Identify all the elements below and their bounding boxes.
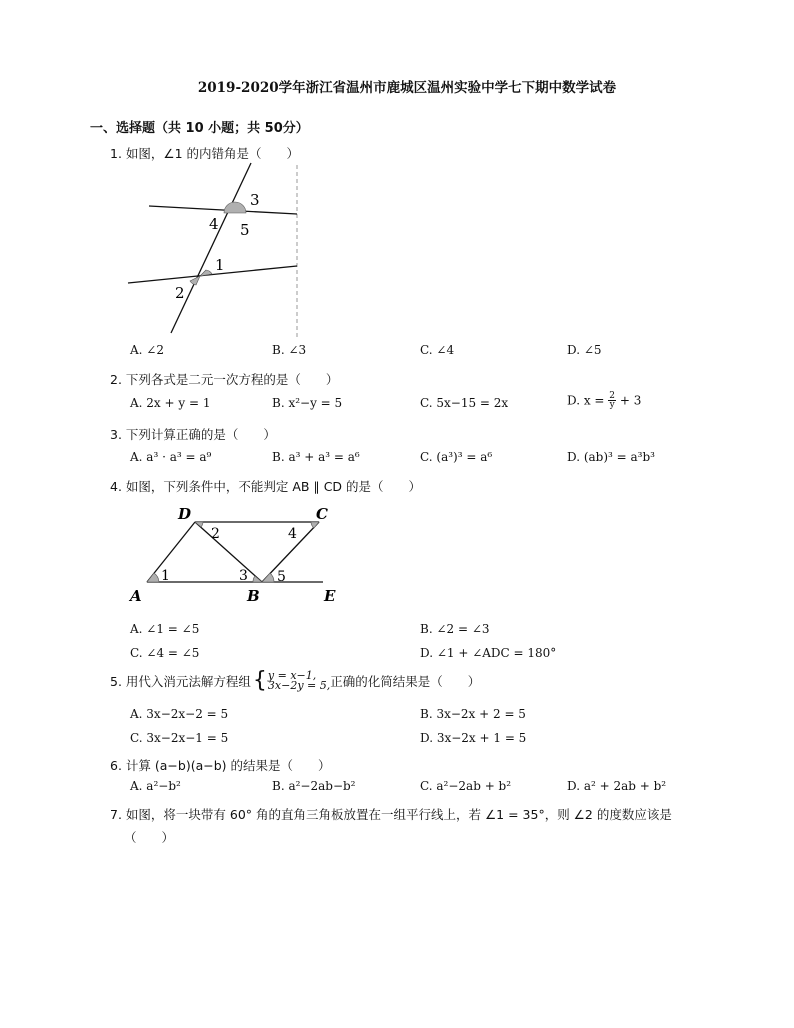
question-5-stem <box>110 670 480 692</box>
angle-label-3: 3 <box>250 191 260 209</box>
q5-option-b[interactable]: B. 3x−2x + 2 = 5 <box>420 707 526 721</box>
q6-option-a[interactable]: A. a²−b² <box>130 779 181 793</box>
q2-option-d-rhs: + 3 <box>619 393 642 408</box>
angle-5-mark <box>262 573 274 582</box>
angle-label-5: 5 <box>277 569 286 585</box>
q1-option-d[interactable]: D. ∠5 <box>567 343 602 357</box>
equation-1: y = x−1, <box>267 669 317 682</box>
angle-1-mark <box>147 573 159 582</box>
q3-option-b[interactable]: B. a³ + a³ = a⁶ <box>272 450 360 464</box>
fraction-denominator: y <box>609 400 615 410</box>
transversal-line <box>171 163 251 333</box>
q6-option-c[interactable]: C. a²−2ab + b² <box>420 779 512 793</box>
q3-option-c[interactable]: C. (a³)³ = a⁶ <box>420 450 493 464</box>
q3-option-a[interactable]: A. a³ · a³ = a⁹ <box>130 450 212 464</box>
q2-option-d-label: D. <box>567 393 581 408</box>
lower-line <box>128 266 297 283</box>
angle-label-4: 4 <box>209 215 219 233</box>
question-7-stem-continued: （ ） <box>124 830 175 845</box>
q5-stem-suffix: 正确的化简结果是（ ） <box>330 674 481 689</box>
angle-3-mark <box>253 576 262 582</box>
q5-option-a[interactable]: A. 3x−2x−2 = 5 <box>130 707 229 721</box>
question-1-stem: 1. 如图，∠1 的内错角是（ ） <box>110 146 300 161</box>
q2-option-c[interactable]: C. 5x−15 = 2x <box>420 396 509 410</box>
question-7-stem: 7. 如图，将一块带有 60° 角的直角三角板放置在一组平行线上，若 ∠1 = 35°，则 ∠2 的度数应该是 <box>110 807 672 822</box>
angle-label-3: 3 <box>239 568 248 584</box>
q4-option-c[interactable]: C. ∠4 = ∠5 <box>130 646 200 660</box>
q2-option-b[interactable]: B. x²−y = 5 <box>272 396 343 410</box>
fraction-numerator: 2 <box>609 391 616 401</box>
q6-option-b[interactable]: B. a²−2ab−b² <box>272 779 356 793</box>
question-3-stem: 3. 下列计算正确的是（ ） <box>110 427 276 442</box>
angle-label-1: 1 <box>215 256 225 274</box>
q5-option-d[interactable]: D. 3x−2x + 1 = 5 <box>420 731 527 745</box>
angle-3-mark <box>224 202 246 213</box>
upper-line <box>149 206 297 214</box>
q6-option-d[interactable]: D. a² + 2ab + b² <box>567 779 667 793</box>
point-label-A: A <box>130 587 142 605</box>
question-1-figure <box>120 160 310 340</box>
point-label-C: C <box>316 505 328 523</box>
q2-option-d-lhs: x = <box>583 393 609 408</box>
question-2-stem: 2. 下列各式是二元一次方程的是（ ） <box>110 372 339 387</box>
question-6-stem: 6. 计算 (a−b)(a−b) 的结果是（ ） <box>110 758 331 773</box>
equation-system <box>268 671 330 691</box>
point-label-E: E <box>324 587 336 605</box>
q2-option-d[interactable] <box>567 392 641 409</box>
q4-option-b[interactable]: B. ∠2 = ∠3 <box>420 622 490 636</box>
q1-option-b[interactable]: B. ∠3 <box>272 343 307 357</box>
q5-stem-prefix: 5. 用代入消元法解方程组 <box>110 674 251 689</box>
angle-label-2: 2 <box>175 284 185 302</box>
angle-label-4: 4 <box>288 526 297 542</box>
angle-2-mark <box>190 276 200 285</box>
q5-option-c[interactable]: C. 3x−2x−1 = 5 <box>130 731 229 745</box>
q2-option-a[interactable]: A. 2x + y = 1 <box>130 396 211 410</box>
section-heading: 一、选择题（共 10 小题；共 50分） <box>90 121 309 136</box>
angle-label-5: 5 <box>240 221 250 239</box>
q4-option-d[interactable]: D. ∠1 + ∠ADC = 180° <box>420 646 557 660</box>
page-title: 2019-2020学年浙江省温州市鹿城区温州实验中学七下期中数学试卷 <box>197 80 617 96</box>
point-label-D: D <box>178 505 192 523</box>
angle-label-2: 2 <box>211 526 220 542</box>
q3-option-d[interactable]: D. (ab)³ = a³b³ <box>567 450 655 464</box>
angle-label-1: 1 <box>161 568 170 584</box>
question-4-stem: 4. 如图，下列条件中，不能判定 AB ∥ CD 的是（ ） <box>110 479 422 494</box>
q1-option-a[interactable]: A. ∠2 <box>130 343 164 357</box>
segment-DB <box>195 522 262 582</box>
brace-icon: { <box>252 668 267 693</box>
equation-2: 3x−2y = 5, <box>267 679 331 692</box>
q4-option-a[interactable]: A. ∠1 = ∠5 <box>130 622 200 636</box>
q1-option-c[interactable]: C. ∠4 <box>420 343 455 357</box>
question-4-figure <box>125 500 355 610</box>
q2-option-d-fraction <box>608 392 616 409</box>
point-label-B: B <box>247 587 260 605</box>
